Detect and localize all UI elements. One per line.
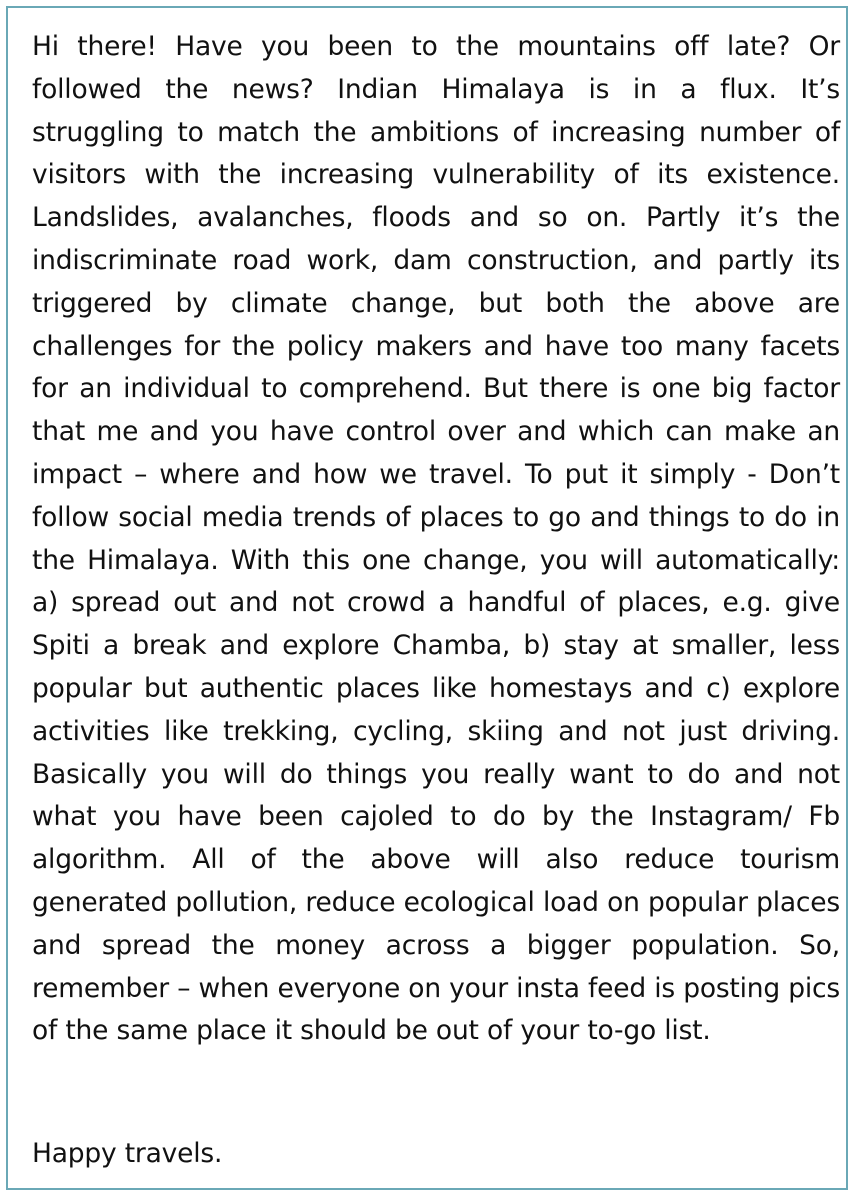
note-frame [6, 6, 848, 1190]
note-sign-off: Happy travels. [32, 1138, 223, 1169]
note-paragraph: Hi there! Have you been to the mountains off late? Or followed the news? Indian Himalaya is in a flux. It’s struggling to match the ambitions of increasing number of visitors with the increasing vulnerability of its existence. Landslides, avalanches, floods and so on. Partly it’s the indiscriminate road work, dam construction, and partly its triggered by climate change, but both the above are challenges for the policy makers and have too many facets for an individual to comprehend. But there is one big factor that me and you have control over and which can make an impact – where and how we travel. To put it simply - Don’t follow social media trends of places to go and things to do in the Himalaya. With this one change, you will automatically: a) spread out and not crowd a handful of places, e.g. give Spiti a break and explore Chamba, b) stay at smaller, less popular but authentic places like homestays and c) explore activities like trekking, cycling, skiing and not just driving. Basically you will do things you really want to do and not what you have been cajoled to do by the Instagram/ Fb algorithm. All of the above will also reduce tourism generated pollution, reduce ecological load on popular places and spread the money across a bigger population. So, remember – when everyone on your insta feed is posting pics of the same place it should be out of your to-go list. [32, 31, 840, 1047]
